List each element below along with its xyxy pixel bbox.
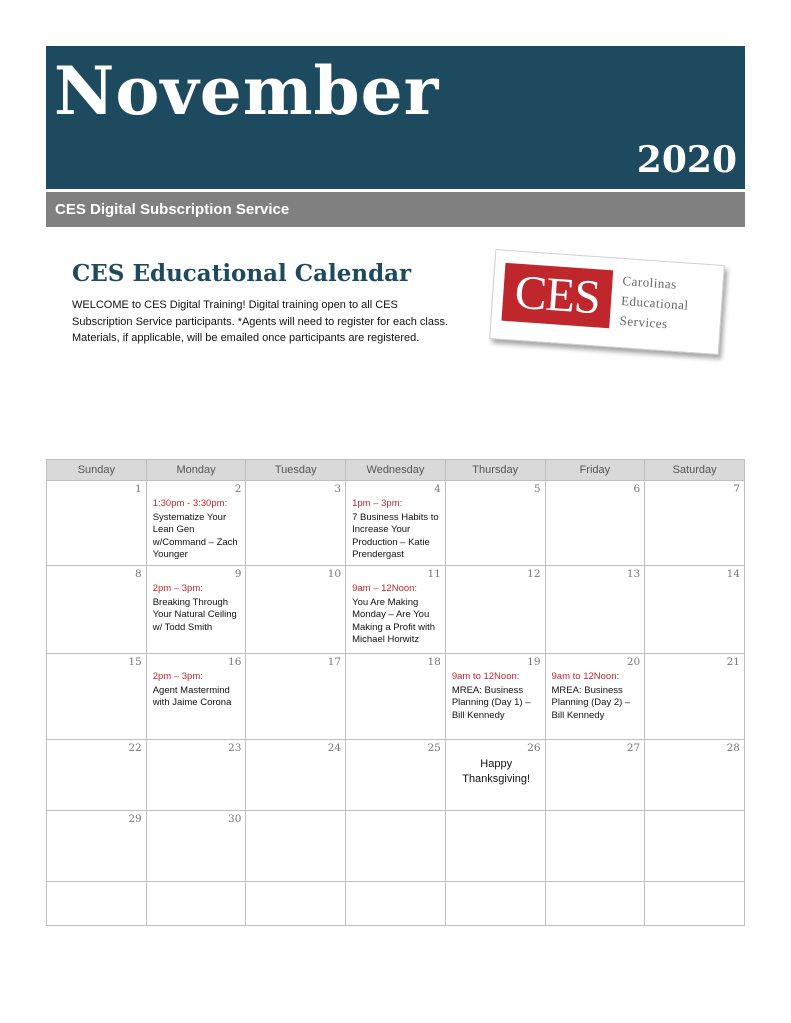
day-number — [552, 882, 641, 897]
event-title: MREA: Business Planning (Day 1) – Bill Kennedy — [451, 685, 531, 721]
weekday-wednesday: Wednesday — [346, 460, 446, 481]
holiday-label: Happy Thanksgiving! — [462, 758, 531, 785]
day-number — [252, 811, 341, 826]
day-number: 16 — [228, 656, 242, 668]
ces-logo-mark: CES — [501, 263, 613, 328]
day-cell — [146, 882, 246, 926]
logo-word-2: Educational — [620, 293, 690, 313]
day-cell — [47, 811, 147, 882]
week-row — [47, 566, 745, 654]
day-cell — [445, 740, 545, 811]
day-cell — [246, 481, 346, 566]
day-number: 18 — [427, 656, 441, 668]
day-cell — [346, 882, 446, 926]
day-number: 27 — [626, 742, 641, 754]
day-number — [153, 882, 242, 897]
day-cell — [146, 654, 246, 740]
day-cell — [445, 654, 545, 740]
weekday-saturday: Saturday — [645, 460, 745, 481]
day-number: 14 — [726, 568, 740, 580]
day-cell — [445, 566, 545, 654]
event-title: You Are Making Monday – Are You Making a Profit with Michael Horwitz — [352, 597, 436, 646]
year-label: 2020 — [636, 139, 737, 181]
day-number: 25 — [427, 742, 441, 754]
event-time: 2pm – 3pm: — [152, 671, 203, 682]
weekday-header-row — [47, 460, 745, 481]
event-time: 1:30pm - 3:30pm: — [152, 498, 228, 509]
month-title: November — [54, 52, 440, 130]
day-cell — [146, 811, 246, 882]
day-number: 19 — [527, 656, 541, 668]
day-cell — [545, 566, 645, 654]
day-number: 3 — [334, 483, 342, 495]
day-cell — [445, 882, 545, 926]
day-cell — [346, 654, 446, 740]
day-number: 9 — [234, 568, 242, 580]
day-cell — [545, 882, 645, 926]
day-number: 17 — [327, 656, 342, 668]
day-cell — [545, 740, 645, 811]
weekday-monday: Monday — [146, 460, 246, 481]
subscription-bar: CES Digital Subscription Service — [46, 192, 745, 227]
weekday-thursday: Thursday — [445, 460, 545, 481]
logo-word-1: Carolinas — [622, 273, 678, 292]
day-cell — [445, 811, 545, 882]
ces-logo-words — [619, 271, 691, 336]
day-number — [552, 811, 641, 826]
day-number — [53, 882, 142, 897]
event-title: Systematize Your Lean Gen w/Command – Zach Younger — [152, 512, 238, 561]
day-number — [252, 882, 341, 897]
day-cell — [545, 811, 645, 882]
day-number: 20 — [626, 656, 641, 668]
day-cell — [146, 740, 246, 811]
event-title: 7 Business Habits to Increase Your Production – Katie Prendergast — [352, 512, 439, 561]
day-cell — [645, 882, 745, 926]
day-number — [352, 811, 441, 826]
day-number: 2 — [234, 483, 242, 495]
day-number — [452, 811, 541, 826]
day-cell — [346, 740, 446, 811]
day-number: 30 — [228, 813, 242, 825]
day-cell — [445, 481, 545, 566]
day-cell — [346, 481, 446, 566]
day-number: 8 — [135, 568, 142, 580]
week-row — [47, 811, 745, 882]
day-cell — [346, 811, 446, 882]
weekday-tuesday: Tuesday — [246, 460, 346, 481]
day-number: 4 — [434, 483, 441, 495]
day-cell — [146, 566, 246, 654]
welcome-text: WELCOME to CES Digital Training! Digital training open to all CES Subscription Service participants. *Agents will need to register for each class. Materials, if applicable, will be emailed once participants are registered. — [72, 299, 449, 344]
week-row — [47, 481, 745, 566]
day-number: 11 — [427, 568, 441, 580]
day-cell — [47, 481, 147, 566]
day-cell — [645, 654, 745, 740]
day-number: 23 — [228, 742, 242, 754]
event-time: 9am to 12Noon: — [451, 671, 520, 682]
day-number: 5 — [533, 483, 541, 495]
month-banner — [46, 46, 745, 189]
week-row — [47, 882, 745, 926]
event-title: Breaking Through Your Natural Ceiling w/ Todd Smith — [152, 597, 237, 633]
weekday-friday: Friday — [545, 460, 645, 481]
day-cell — [47, 654, 147, 740]
logo-word-3: Services — [619, 312, 669, 332]
day-cell — [47, 566, 147, 654]
day-cell — [246, 740, 346, 811]
day-cell — [645, 566, 745, 654]
day-cell — [545, 654, 645, 740]
day-number: 24 — [327, 742, 342, 754]
day-cell — [545, 481, 645, 566]
day-number — [352, 882, 441, 897]
day-number: 12 — [527, 568, 541, 580]
day-number: 6 — [633, 483, 641, 495]
day-cell — [645, 811, 745, 882]
day-number: 21 — [726, 656, 740, 668]
calendar-title: CES Educational Calendar — [72, 260, 412, 287]
week-row — [47, 654, 745, 740]
day-cell — [47, 740, 147, 811]
weekday-sunday: Sunday — [47, 460, 147, 481]
event-time: 9am – 12Noon: — [352, 583, 418, 594]
day-cell — [246, 882, 346, 926]
day-cell — [246, 811, 346, 882]
event-title: Agent Mastermind with Jaime Corona — [152, 685, 232, 709]
day-number: 15 — [128, 656, 142, 668]
day-cell — [146, 481, 246, 566]
day-number — [651, 811, 740, 826]
day-cell — [246, 654, 346, 740]
day-cell — [645, 740, 745, 811]
event-title: MREA: Business Planning (Day 2) – Bill Kennedy — [551, 685, 631, 721]
day-number — [452, 882, 541, 897]
day-number: 26 — [527, 742, 541, 754]
day-cell — [246, 566, 346, 654]
week-row — [47, 740, 745, 811]
day-number: 28 — [726, 742, 740, 754]
day-cell — [346, 566, 446, 654]
day-cell — [47, 882, 147, 926]
day-number: 22 — [128, 742, 142, 754]
day-number: 10 — [327, 568, 342, 580]
day-number: 7 — [733, 483, 740, 495]
day-number: 1 — [135, 483, 142, 495]
day-cell — [645, 481, 745, 566]
day-number — [651, 882, 740, 897]
day-number: 29 — [128, 813, 142, 825]
ces-logo — [489, 249, 725, 355]
event-time: 2pm – 3pm: — [152, 583, 203, 594]
event-time: 9am to 12Noon: — [551, 671, 620, 682]
event-time: 1pm – 3pm: — [352, 498, 403, 509]
calendar-grid — [46, 459, 745, 926]
day-number: 13 — [626, 568, 641, 580]
